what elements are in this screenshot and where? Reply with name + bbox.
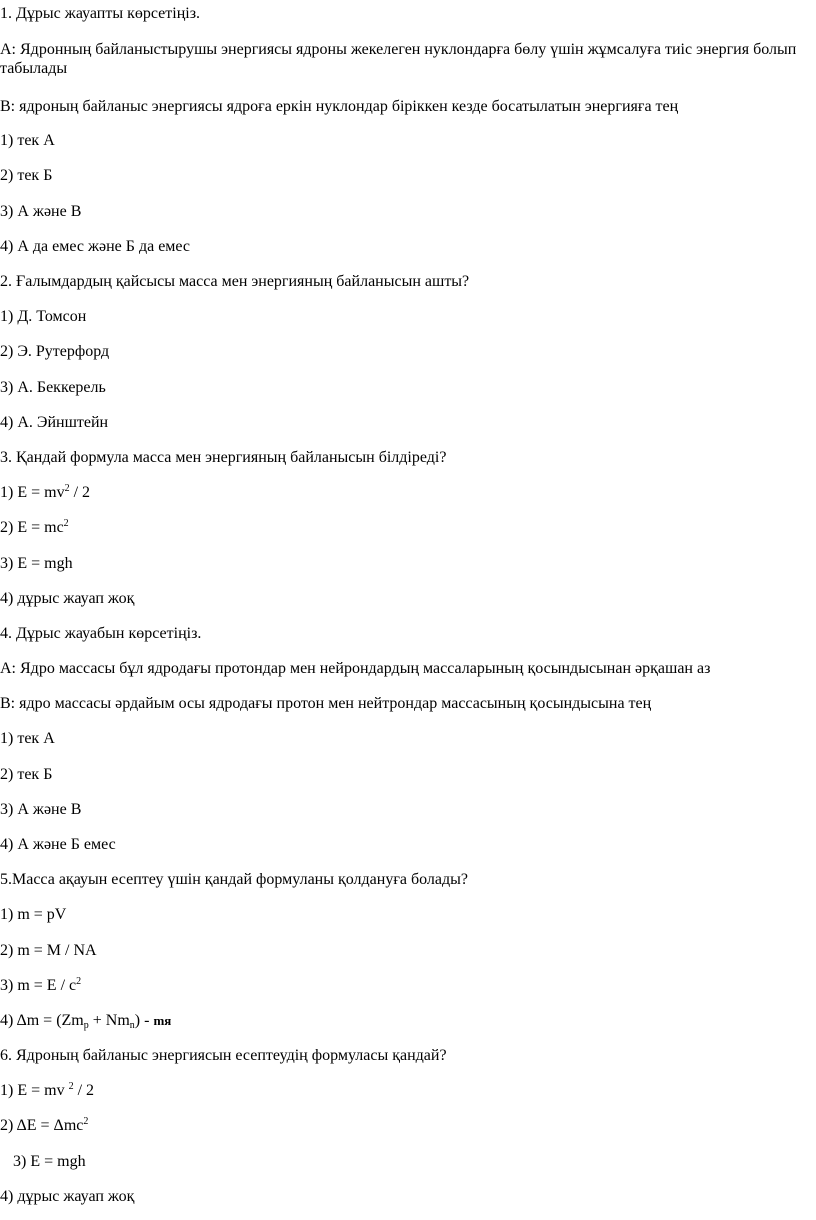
q5-option-3 — [0, 976, 81, 995]
q6-option-1 — [0, 1081, 94, 1100]
q6-option-1-tail: / 2 — [73, 1082, 95, 1099]
q3-option-1 — [0, 483, 90, 502]
q6-option-1-exponent: 2 — [68, 1081, 74, 1092]
q6-option-2-text: 2) ΔE = Δmc — [0, 1117, 84, 1134]
q5-option-3-text: 3) m = E / c — [0, 977, 77, 994]
q3-option-2 — [0, 518, 69, 537]
q3-option-1-exponent: 2 — [64, 483, 70, 494]
q2-option-2: 2) Э. Рутерфорд — [0, 343, 110, 360]
q5-option-4-text: 4) Δm = (Zm — [0, 1012, 84, 1029]
q5-option-4-mid: + Nm — [88, 1012, 130, 1029]
q1-option-2: 2) тек Б — [0, 167, 53, 184]
q1-option-4: 4) А да емес және Б да емес — [0, 238, 191, 255]
q5-option-4-post: ) - — [134, 1012, 154, 1029]
q4-statement-b: В: ядро массасы әрдайым осы ядродағы протон мен нейтрондар массасының қосындысына тең — [0, 695, 652, 712]
q1-option-3: 3) А және В — [0, 203, 82, 220]
q6-title: 6. Ядроның байланыс энергиясын есептеудің формуласы қандай? — [0, 1047, 447, 1064]
q1-title: 1. Дұрыс жауапты көрсетіңіз. — [0, 5, 201, 22]
q1-option-1: 1) тек А — [0, 132, 55, 149]
q3-option-1-tail: / 2 — [69, 484, 91, 501]
q5-option-3-exponent: 2 — [76, 976, 82, 987]
q5-option-4 — [0, 1011, 171, 1030]
q4-option-4: 4) А және Б емес — [0, 836, 116, 853]
q4-option-2: 2) тек Б — [0, 766, 53, 783]
q2-title: 2. Ғалымдардың қайсысы масса мен энергияның байланысын ашты? — [0, 273, 470, 290]
q5-option-2: 2) m = M / NA — [0, 942, 97, 959]
q3-option-3: 3) E = mgh — [0, 555, 73, 572]
q6-option-2-exponent: 2 — [83, 1116, 89, 1127]
q4-statement-a: А: Ядро массасы бұл ядродағы протондар мен нейрондардың массаларының қосындысынан әрқашан аз — [0, 660, 711, 677]
q3-option-2-text: 2) E = mc — [0, 519, 64, 536]
q4-option-1: 1) тек А — [0, 730, 55, 747]
q3-title: 3. Қандай формула масса мен энергияның байланысын білдіреді? — [0, 449, 447, 466]
q1-statement-b: В: ядроның байланыс энергиясы ядроға еркін нуклондар біріккен кезде босатылатын энергияға тең — [0, 98, 679, 115]
q6-option-3: 3) E = mgh — [13, 1153, 86, 1170]
q2-option-3: 3) А. Беккерель — [0, 379, 106, 396]
q4-title: 4. Дұрыс жауабын көрсетіңіз. — [0, 625, 202, 642]
q5-option-4-subscript-p: p — [83, 1020, 89, 1031]
q2-option-4: 4) А. Эйнштейн — [0, 414, 109, 431]
q6-option-1-text: 1) E = mv — [0, 1082, 69, 1099]
q3-option-1-text: 1) E = mv — [0, 484, 65, 501]
q1-statement-a: А: Ядронның байланыстырушы энергиясы ядроны жекелеген нуклондарға бөлу үшін жұмсалуға тиіс энергия болып табылады — [0, 41, 797, 77]
q2-option-1: 1) Д. Томсон — [0, 308, 87, 325]
q4-option-3: 3) А және В — [0, 801, 82, 818]
q5-option-4-subscript-n: n — [129, 1020, 135, 1031]
q3-option-2-exponent: 2 — [63, 518, 69, 529]
q5-option-1: 1) m = pV — [0, 906, 67, 923]
q6-option-4: 4) дұрыс жауап жоқ — [0, 1188, 135, 1205]
q6-option-2 — [0, 1116, 88, 1135]
q3-option-4: 4) дұрыс жауап жоқ — [0, 590, 135, 607]
q5-title: 5.Масса ақауын есептеу үшін қандай формуланы қолдануға болады? — [0, 871, 468, 888]
q5-option-4-tail: mя — [153, 1013, 172, 1028]
